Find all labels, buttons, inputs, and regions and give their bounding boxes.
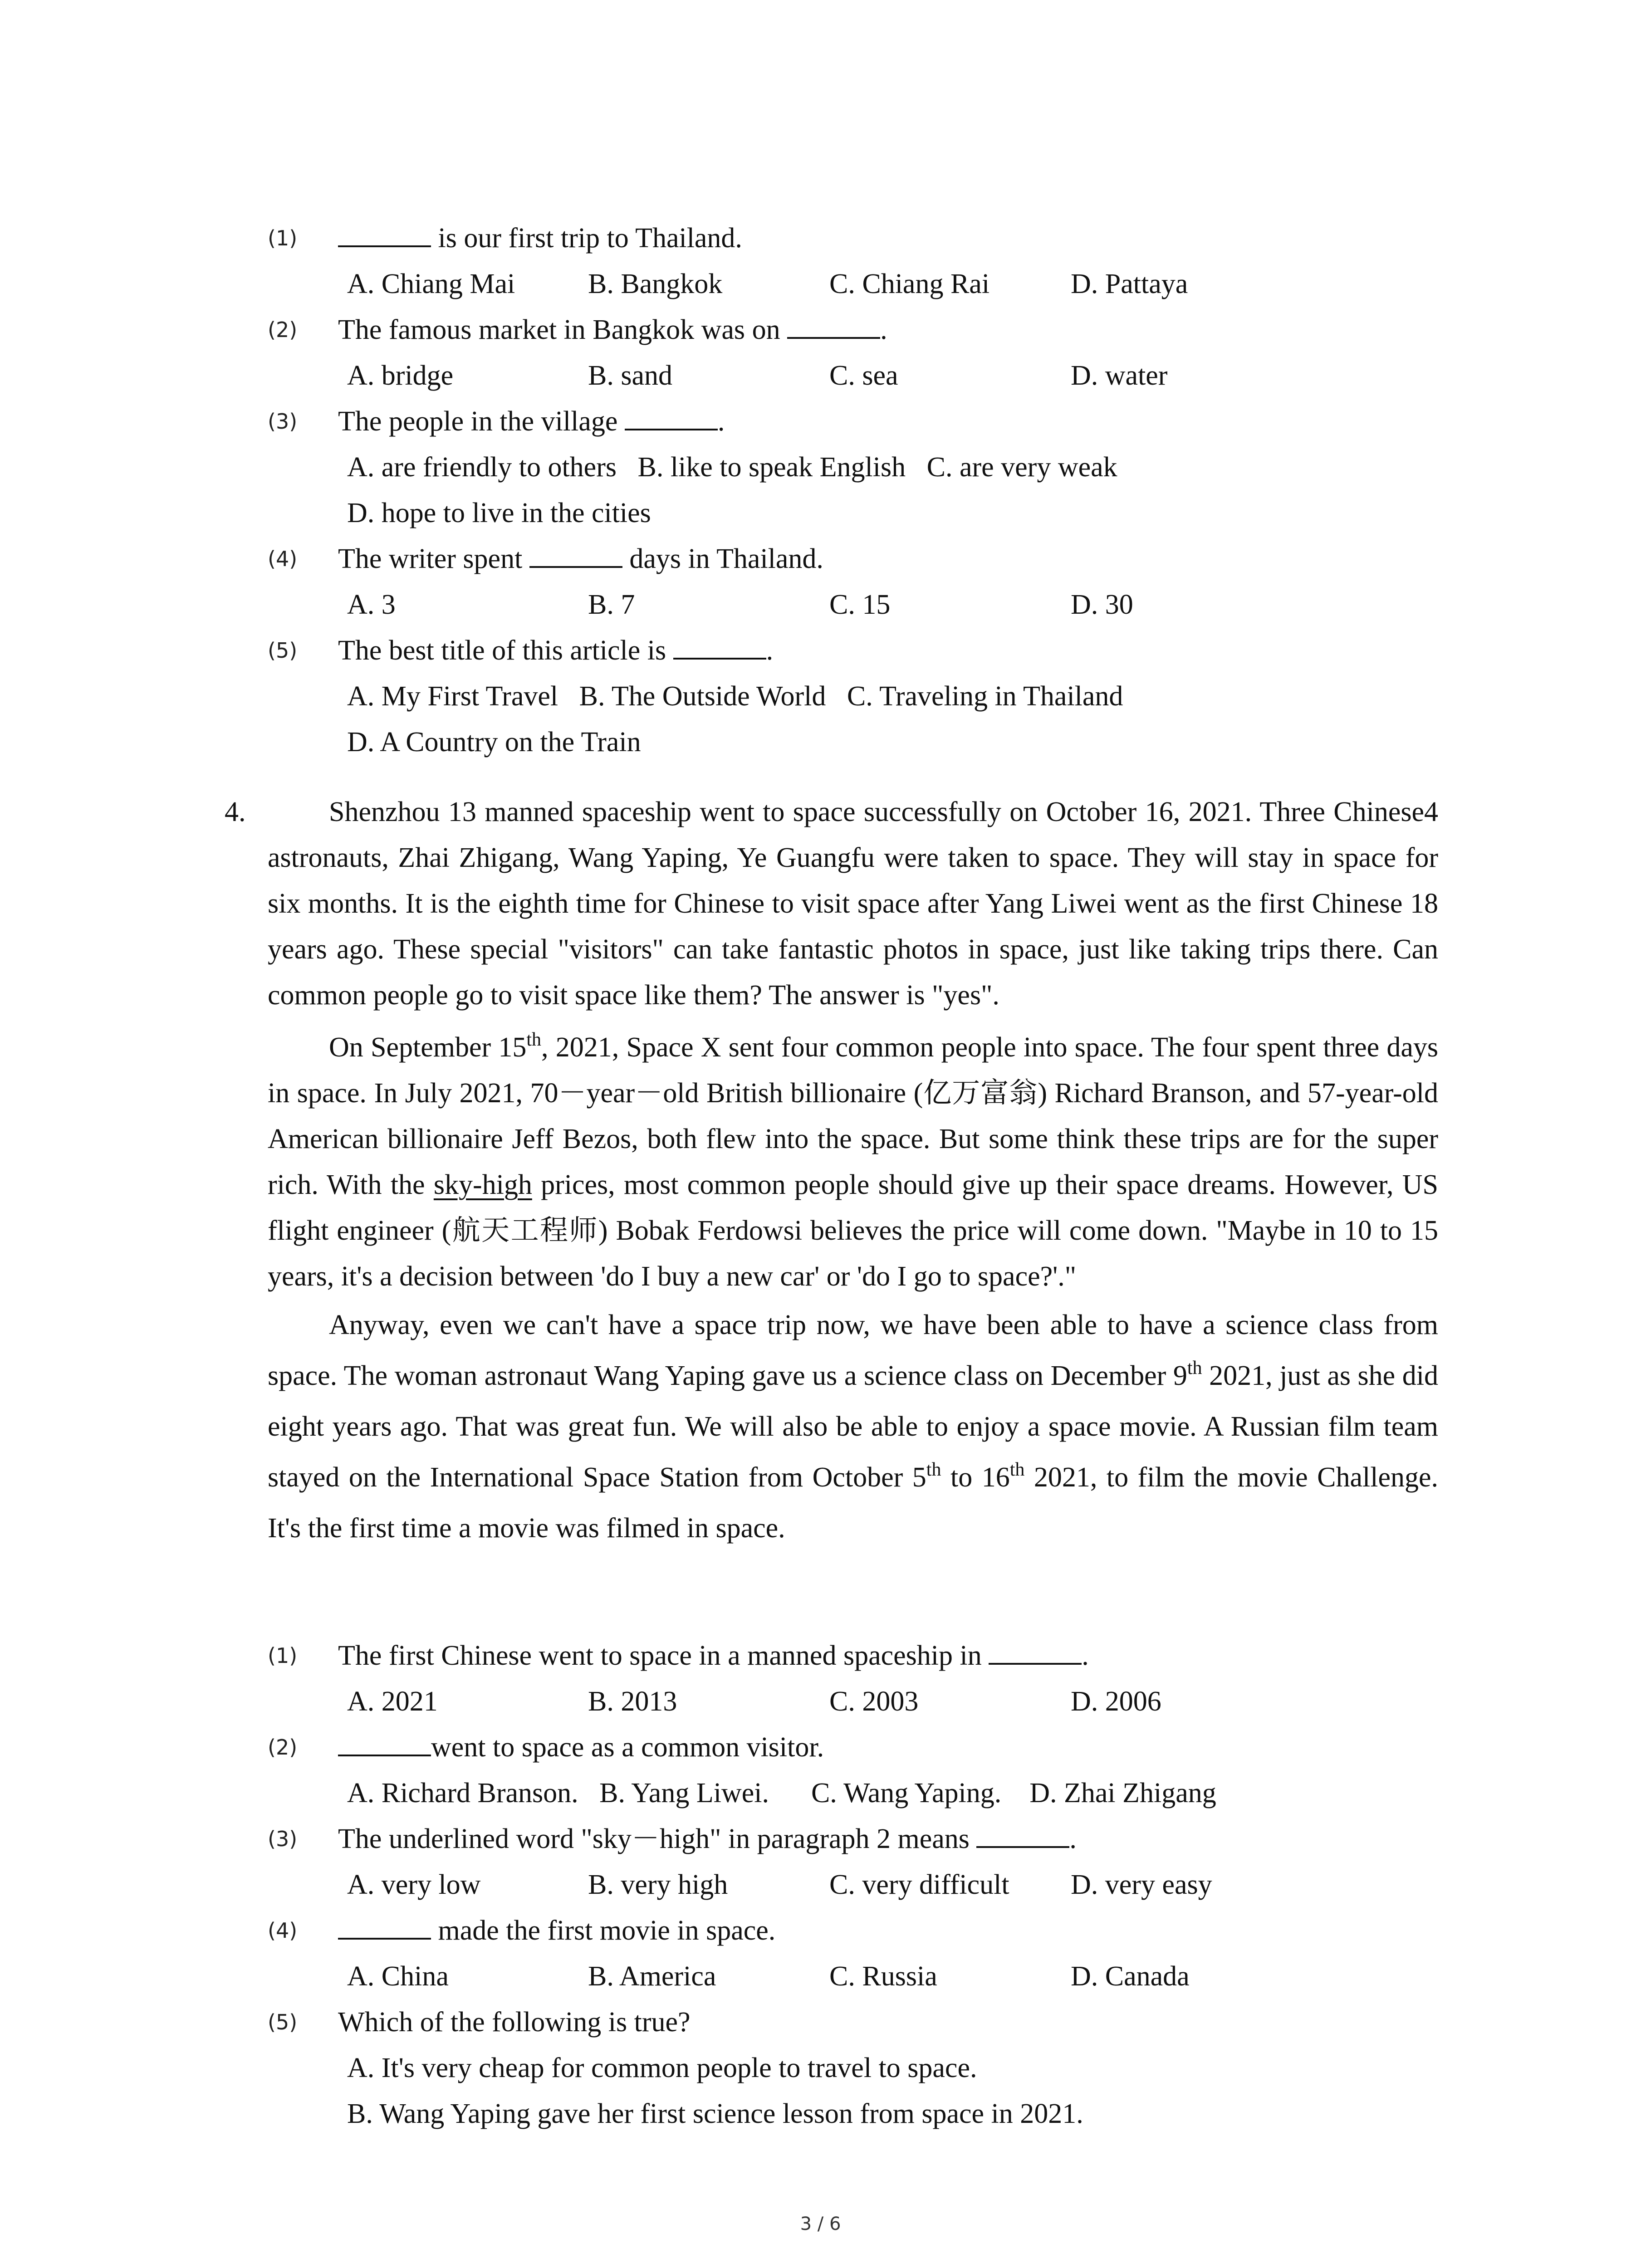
question-row xyxy=(268,1908,1456,1954)
question-row xyxy=(268,536,1456,582)
section4-questions xyxy=(268,1633,1456,2137)
option-d: D. Canada xyxy=(1071,1961,1190,1992)
option-d: D. very easy xyxy=(1071,1869,1212,1900)
paragraph-1: Shenzhou 13 manned spaceship went to space successfully on October 16, 2021. Three Chinese4 astronauts, Zhai Zhigang, Wang Yaping, Ye Guangfu were taken to space. They will stay in space for six months. It is the eighth time for Chinese to visit space after Yang Liwei went as the first Chinese 18 years ago. These special "visitors" can take fantastic photos in space, just like taking trips there. Can common people go to visit space like them? The answer is "yes". xyxy=(268,797,1438,1011)
answer-blank xyxy=(338,1726,431,1756)
option-c: C. Russia xyxy=(829,1961,937,1992)
option-b: B. 2013 xyxy=(588,1686,677,1717)
answer-blank xyxy=(338,217,431,247)
option-d: D. 2006 xyxy=(1071,1686,1161,1717)
question-stem: The famous market in Bangkok was on . xyxy=(338,307,887,353)
options-row xyxy=(268,1954,1456,1999)
options-row xyxy=(268,674,1456,719)
question-row xyxy=(268,628,1456,674)
option-a: A. very low xyxy=(347,1869,481,1900)
option-b: B. 7 xyxy=(588,589,635,620)
option-c: C. sea xyxy=(829,360,898,391)
answer-blank xyxy=(529,538,622,568)
question-row xyxy=(268,399,1456,445)
option-b: B. Bangkok xyxy=(588,269,723,299)
options-line: A. My First Travel B. The Outside World C. Traveling in Thailand xyxy=(347,681,1123,712)
question-stem: is our first trip to Thailand. xyxy=(338,215,742,261)
options-row xyxy=(268,582,1456,628)
question-stem: Which of the following is true? xyxy=(338,2007,691,2038)
option-c: C. 2003 xyxy=(829,1686,919,1717)
options-row xyxy=(268,2045,1456,2091)
option-a: A. 3 xyxy=(347,589,396,620)
question-row xyxy=(268,307,1456,353)
section-number: 4. xyxy=(225,797,246,827)
option-c: C. very difficult xyxy=(829,1869,1009,1900)
underlined-word: sky-high xyxy=(433,1169,532,1200)
option-b: B. sand xyxy=(588,360,672,391)
question-row xyxy=(268,1633,1456,1679)
answer-blank xyxy=(625,401,718,430)
paragraph-3: Anyway, even we can't have a space trip now, we have been able to have a science class from space. The woman astronaut Wang Yaping gave us a science class on December 9th 2021, just as she did eight years ago. That was great fun. We will also be able to enjoy a space movie. A Russian film team stayed on the International Space Station from October 5th to 16th 2021, to film the movie Challenge. It's the first time a movie was filmed in space. xyxy=(268,1310,1438,1544)
options-row xyxy=(268,2091,1456,2137)
question-number: (5) xyxy=(268,638,298,663)
option-a: A. Chiang Mai xyxy=(347,269,515,299)
option-d: D. water xyxy=(1071,360,1168,391)
paragraph-2: On September 15th, 2021, Space X sent four common people into space. The four spent three days in space. In July 2021, 70－year－old British billionaire (亿万富翁) Richard Branson, and 57-year-old American billionaire Jeff Bezos, both flew into the space. But some think these trips are for the super rich. With the sky-high prices, most common people should give up their space dreams. However, US flight engineer (航天工程师) Bobak Ferdowsi believes the price will come down. "Maybe in 10 to 15 years, it's a decision between 'do I buy a new car' or 'do I go to space?'." xyxy=(268,1029,1438,1292)
page-number: 3 / 6 xyxy=(800,2214,841,2234)
question-stem: The first Chinese went to space in a manned spaceship in . xyxy=(338,1633,1089,1679)
question-stem: The best title of this article is . xyxy=(338,628,773,674)
question-number: (2) xyxy=(268,1735,298,1760)
question-row xyxy=(268,1725,1456,1770)
question-number: (3) xyxy=(268,1827,298,1851)
option-a: A. bridge xyxy=(347,360,454,391)
question-row xyxy=(268,1999,1456,2045)
option-d: D. Pattaya xyxy=(1071,269,1188,299)
options-row xyxy=(268,1770,1456,1816)
options-row xyxy=(268,353,1456,399)
answer-blank xyxy=(673,630,766,660)
option-a: A. China xyxy=(347,1961,449,1992)
option-d: D. 30 xyxy=(1071,589,1133,620)
options-row xyxy=(268,719,1456,765)
reading-passage xyxy=(268,789,1438,1554)
question-number: (4) xyxy=(268,1918,298,1943)
question-number: (2) xyxy=(268,318,298,342)
question-row xyxy=(268,1816,1456,1862)
options-line: B. Wang Yaping gave her first science lesson from space in 2021. xyxy=(347,2098,1083,2129)
question-number: (1) xyxy=(268,1643,298,1668)
question-stem: The underlined word "sky－high" in paragraph 2 means . xyxy=(338,1816,1077,1862)
option-b: B. America xyxy=(588,1961,716,1992)
options-line: D. A Country on the Train xyxy=(347,727,641,758)
answer-blank xyxy=(338,1910,431,1940)
options-row xyxy=(268,445,1456,490)
options-row xyxy=(268,490,1456,536)
question-stem: made the first movie in space. xyxy=(338,1908,775,1954)
question-number: (3) xyxy=(268,409,298,434)
options-line: D. hope to live in the cities xyxy=(347,498,651,528)
answer-blank xyxy=(976,1818,1069,1848)
question-stem: went to space as a common visitor. xyxy=(338,1725,824,1770)
answer-blank xyxy=(787,309,880,339)
question-stem: The people in the village . xyxy=(338,399,725,445)
question-number: (4) xyxy=(268,547,298,571)
option-c: C. 15 xyxy=(829,589,891,620)
options-row xyxy=(268,1679,1456,1725)
option-c: C. Chiang Rai xyxy=(829,269,990,299)
question-number: (1) xyxy=(268,226,298,250)
question-row xyxy=(268,215,1456,261)
options-line: A. It's very cheap for common people to travel to space. xyxy=(347,2053,977,2083)
option-a: A. 2021 xyxy=(347,1686,438,1717)
options-line: A. Richard Branson. B. Yang Liwei. C. Wang Yaping. D. Zhai Zhigang xyxy=(347,1778,1216,1809)
options-row xyxy=(268,261,1456,307)
answer-blank xyxy=(989,1635,1082,1665)
options-row xyxy=(268,1862,1456,1908)
option-b: B. very high xyxy=(588,1869,728,1900)
section3-questions xyxy=(268,215,1456,765)
question-stem: The writer spent days in Thailand. xyxy=(338,536,823,582)
options-line: A. are friendly to others B. like to speak English C. are very weak xyxy=(347,452,1117,483)
question-number: (5) xyxy=(268,2010,298,2034)
